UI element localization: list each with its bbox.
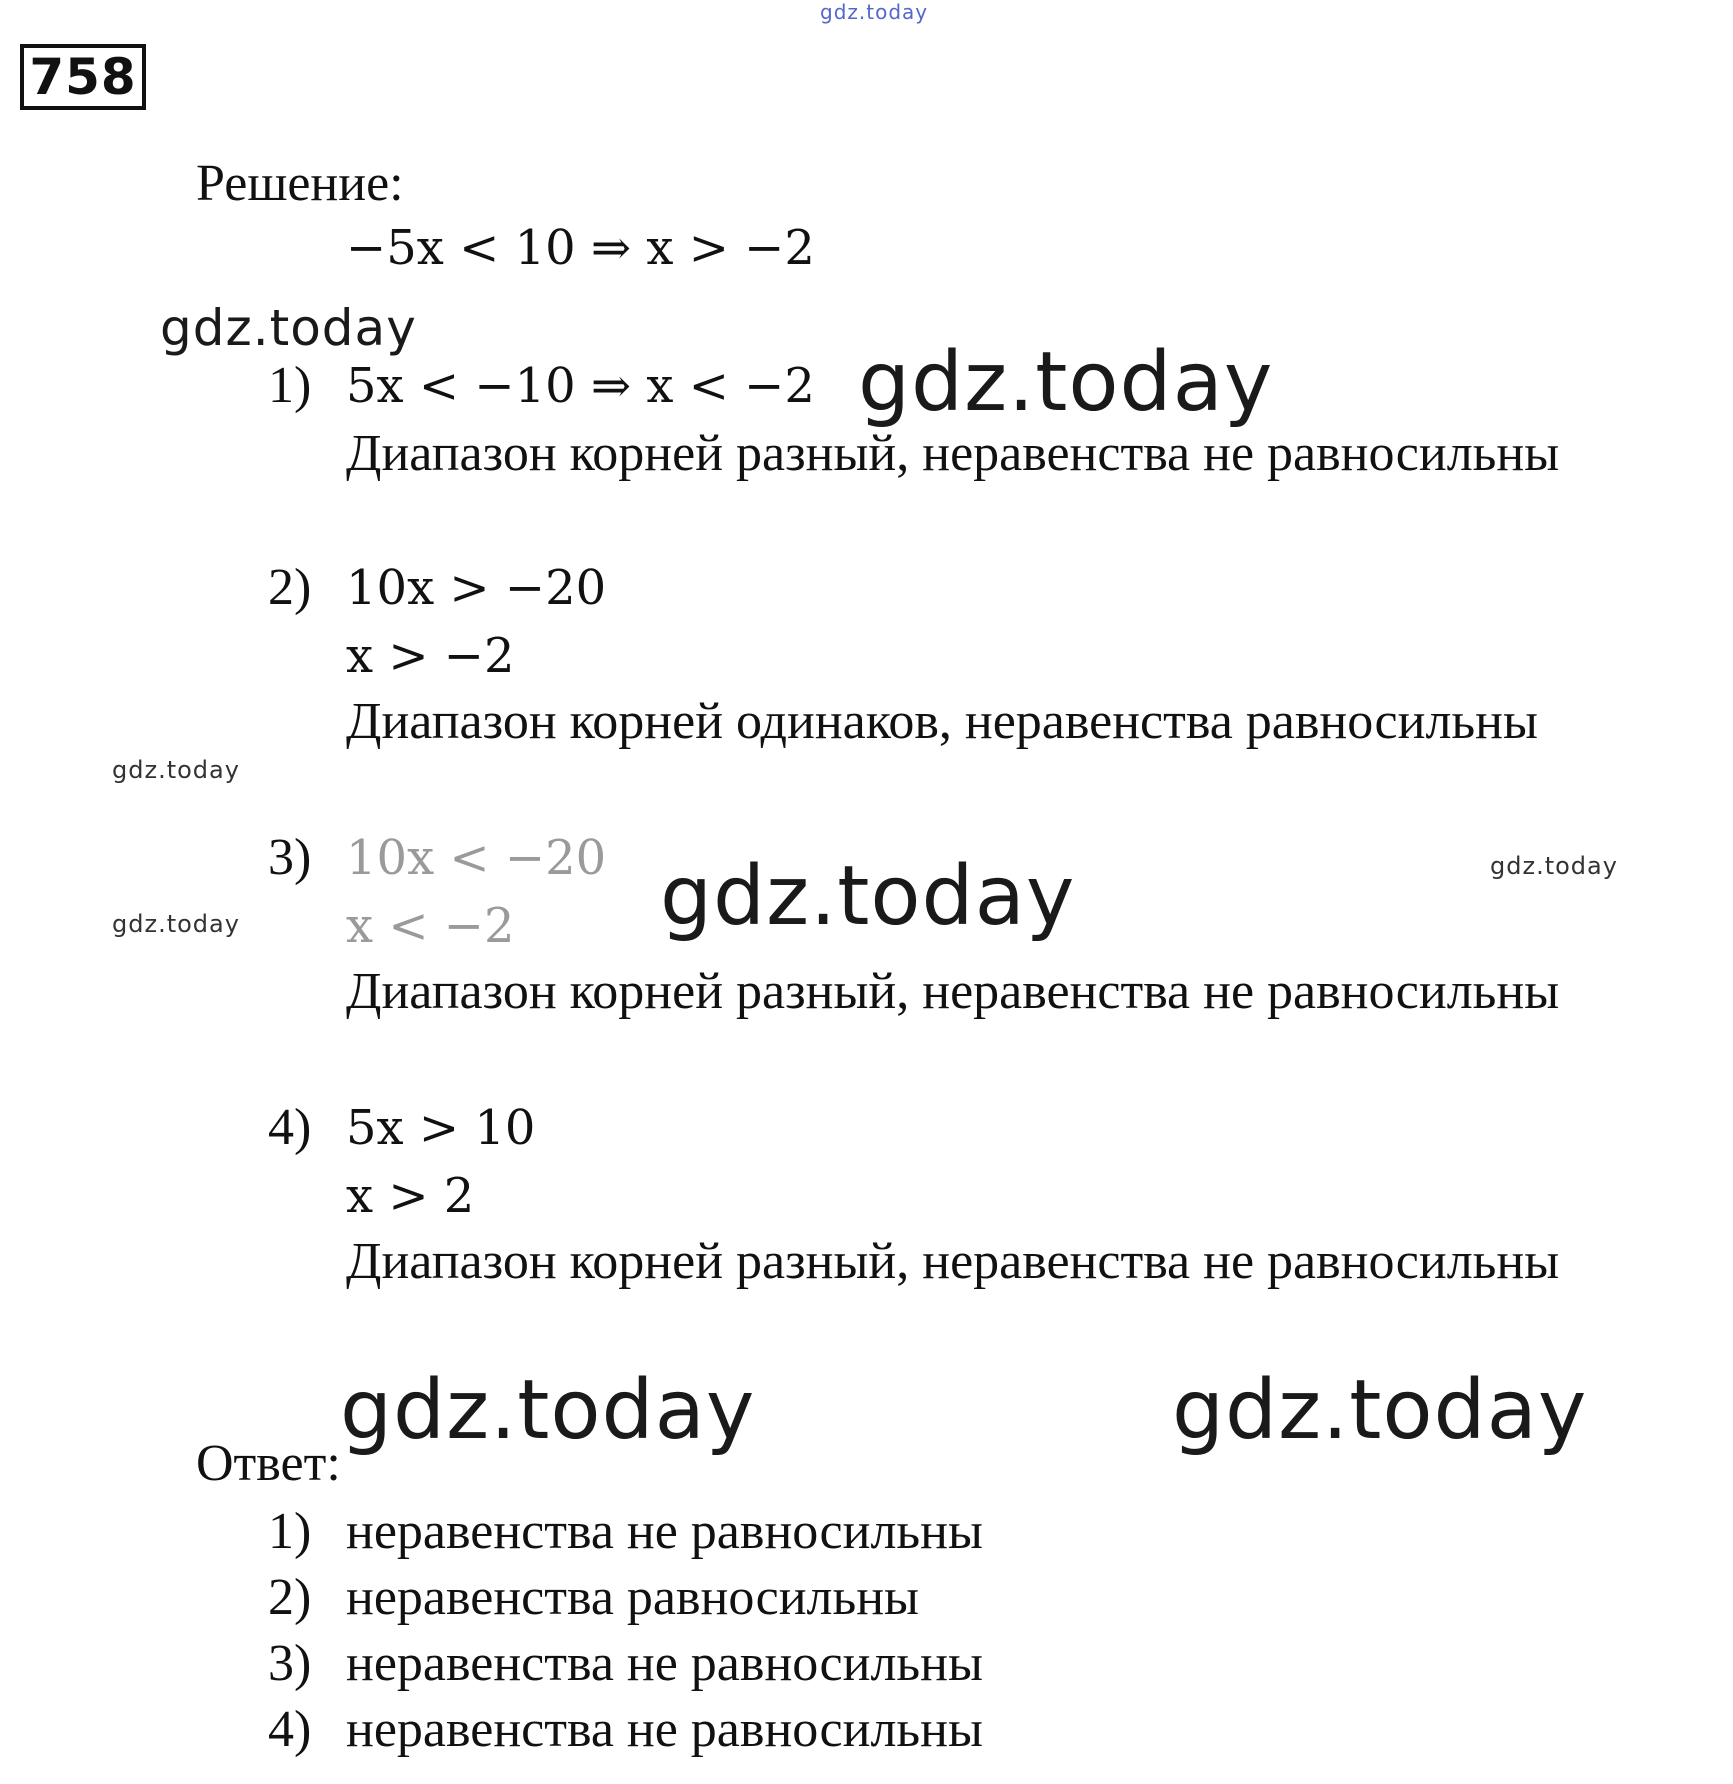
item-4-line-2: x > 2 (346, 1168, 475, 1224)
item-1-line-1: 5x < −10 ⇒ x < −2 (346, 358, 815, 414)
watermark: gdz.today (160, 299, 417, 357)
item-1-conclusion: Диапазон корней разный, неравенства не равносильны (346, 425, 1560, 482)
item-3-conclusion: Диапазон корней разный, неравенства не равносильны (346, 963, 1560, 1020)
watermark: gdz.today (112, 910, 240, 938)
item-3-line-1: 10x < −20 (346, 830, 607, 886)
watermark: gdz.today (660, 849, 1076, 944)
item-3-label: 3) (268, 829, 312, 886)
answer-1-text: неравенства не равносильны (346, 1503, 983, 1560)
answer-3-text: неравенства не равносильны (346, 1635, 983, 1692)
answer-2-label: 2) (268, 1569, 312, 1626)
watermark: gdz.today (1172, 1363, 1588, 1458)
item-3-line-2: x < −2 (346, 898, 515, 954)
watermark: gdz.today (340, 1363, 756, 1458)
answer-heading: Ответ: (196, 1435, 341, 1492)
given-inequality: −5x < 10 ⇒ x > −2 (346, 220, 815, 276)
item-2-conclusion: Диапазон корней одинаков, неравенства равносильны (346, 693, 1538, 750)
item-2-line-1: 10x > −20 (346, 560, 607, 616)
watermark: gdz.today (858, 335, 1274, 430)
item-2-line-2: x > −2 (346, 628, 515, 684)
item-4-line-1: 5x > 10 (346, 1100, 536, 1156)
answer-4-label: 4) (268, 1701, 312, 1758)
item-1-label: 1) (268, 357, 312, 414)
answer-3-label: 3) (268, 1635, 312, 1692)
item-4-conclusion: Диапазон корней разный, неравенства не равносильны (346, 1233, 1560, 1290)
solution-heading: Решение: (196, 155, 404, 212)
answer-1-label: 1) (268, 1503, 312, 1560)
answer-2-text: неравенства равносильны (346, 1569, 919, 1626)
problem-number: 758 (20, 44, 146, 110)
watermark: gdz.today (1490, 852, 1618, 880)
item-2-label: 2) (268, 559, 312, 616)
watermark: gdz.today (112, 756, 240, 784)
answer-4-text: неравенства не равносильны (346, 1701, 983, 1758)
watermark-top: gdz.today (820, 0, 929, 24)
item-4-label: 4) (268, 1099, 312, 1156)
